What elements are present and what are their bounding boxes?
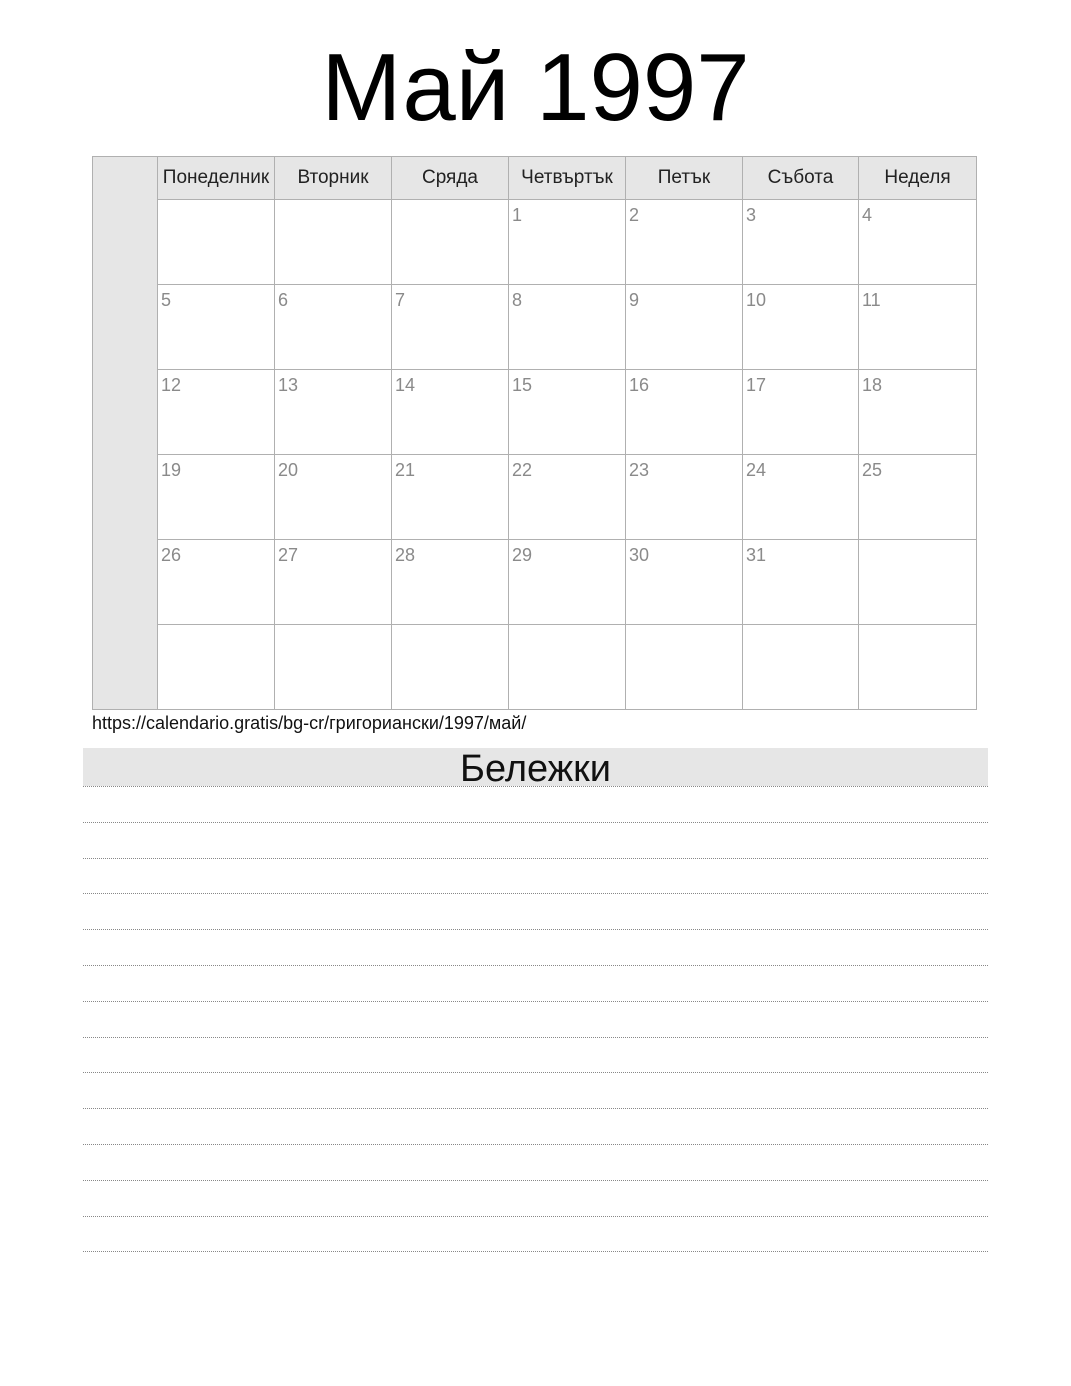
day-number: 10 [746,290,767,310]
day-number: 21 [395,460,416,480]
day-cell[interactable] [509,540,626,625]
note-line [83,1001,988,1002]
day-number: 1 [512,205,523,225]
day-cell[interactable] [743,540,859,625]
day-number: 25 [862,460,883,480]
weekday-header: Понеделник [158,157,275,200]
day-number: 3 [746,205,757,225]
day-number: 9 [629,290,640,310]
day-number: 14 [395,375,416,395]
note-line [83,1216,988,1217]
day-number: 20 [278,460,299,480]
note-line [83,893,988,894]
note-line [83,1180,988,1181]
day-number: 24 [746,460,767,480]
day-cell[interactable] [392,625,509,709]
day-number: 19 [161,460,182,480]
day-number: 16 [629,375,650,395]
day-number: 15 [512,375,533,395]
day-cell[interactable] [626,455,743,540]
day-cell[interactable] [743,200,859,285]
weekday-header: Сряда [392,157,509,200]
day-cell[interactable] [626,285,743,370]
day-number: 8 [512,290,523,310]
day-cell[interactable] [509,625,626,709]
weekday-header: Неделя [859,157,976,200]
day-cell[interactable] [859,370,976,455]
day-cell[interactable] [275,370,392,455]
note-line [83,1251,988,1252]
day-cell[interactable] [392,540,509,625]
day-cell[interactable] [392,370,509,455]
day-cell[interactable] [392,285,509,370]
day-cell[interactable] [275,625,392,709]
day-number: 18 [862,375,883,395]
day-cell[interactable] [158,285,275,370]
day-cell[interactable] [392,455,509,540]
day-number: 27 [278,545,299,565]
notes-title: Бележки [83,748,988,786]
day-cell[interactable] [509,455,626,540]
calendar-grid [92,156,977,710]
day-number: 4 [862,205,873,225]
day-cell[interactable] [275,200,392,285]
day-cell[interactable] [859,625,976,709]
day-number: 23 [629,460,650,480]
note-line [83,929,988,930]
day-cell[interactable] [626,370,743,455]
day-cell[interactable] [509,200,626,285]
note-line [83,858,988,859]
week-number-column [93,157,158,709]
day-number: 13 [278,375,299,395]
weekday-header: Петък [626,157,743,200]
day-cell[interactable] [859,285,976,370]
day-number: 26 [161,545,182,565]
day-cell[interactable] [158,455,275,540]
day-cell[interactable] [158,370,275,455]
day-cell[interactable] [626,625,743,709]
note-line [83,1037,988,1038]
note-line [83,786,988,787]
day-cell[interactable] [509,370,626,455]
day-cell[interactable] [158,540,275,625]
day-cell[interactable] [859,455,976,540]
page-title: Май 1997 [321,34,750,141]
calendar-days [158,157,976,709]
day-cell[interactable] [158,200,275,285]
source-link[interactable]: https://calendario.gratis/bg-cr/григориански/1997/май/ [92,713,527,733]
note-line [83,1072,988,1073]
day-cell[interactable] [859,540,976,625]
note-line [83,822,988,823]
day-number: 17 [746,375,767,395]
day-cell[interactable] [743,370,859,455]
day-cell[interactable] [743,455,859,540]
note-line [83,1144,988,1145]
day-number: 11 [862,290,881,310]
day-number: 5 [161,290,172,310]
day-cell[interactable] [626,540,743,625]
note-line [83,1108,988,1109]
day-cell[interactable] [509,285,626,370]
day-cell[interactable] [158,625,275,709]
day-cell[interactable] [859,200,976,285]
day-cell[interactable] [275,540,392,625]
weekday-header: Събота [743,157,859,200]
day-cell[interactable] [275,455,392,540]
day-number: 12 [161,375,182,395]
weekday-header: Четвъртък [509,157,626,200]
day-cell[interactable] [743,625,859,709]
day-number: 29 [512,545,533,565]
day-cell[interactable] [626,200,743,285]
day-number: 28 [395,545,416,565]
day-number: 22 [512,460,533,480]
day-cell[interactable] [743,285,859,370]
day-cell[interactable] [392,200,509,285]
day-number: 6 [278,290,289,310]
note-line [83,965,988,966]
day-number: 30 [629,545,650,565]
day-number: 31 [746,545,767,565]
weekday-header: Вторник [275,157,392,200]
day-number: 7 [395,290,406,310]
day-number: 2 [629,205,640,225]
day-cell[interactable] [275,285,392,370]
